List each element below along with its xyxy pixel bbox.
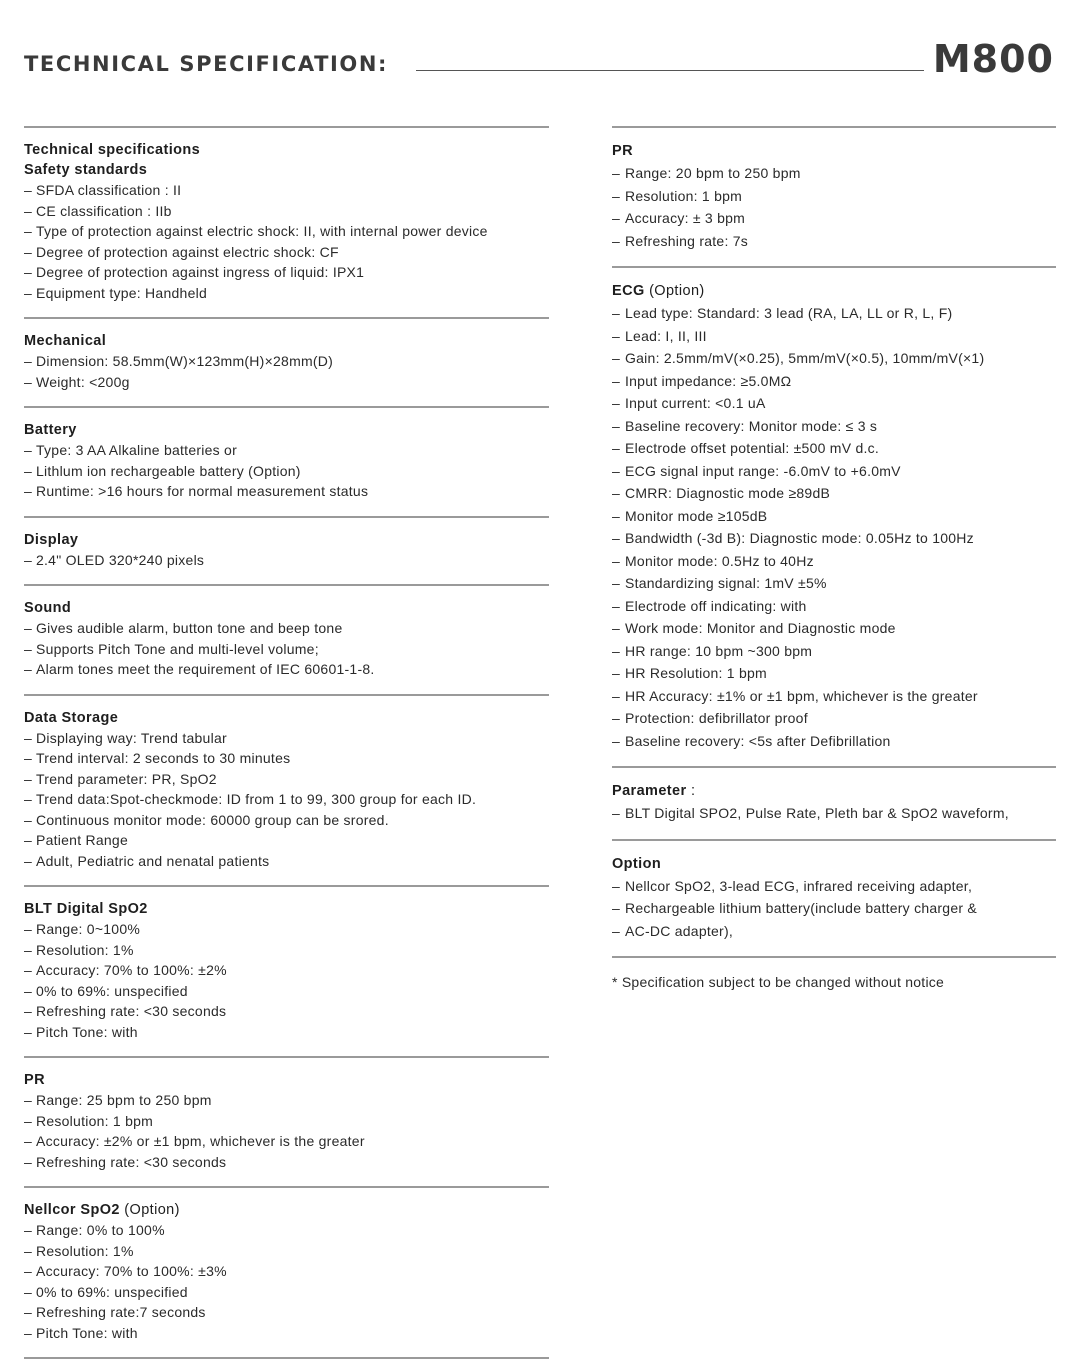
spec-section-technical-specifications <box>24 126 549 317</box>
spec-item: – Baseline recovery: <5s after Defibrillation <box>612 730 1056 753</box>
spec-item: – Supports Pitch Tone and multi-level volume; <box>24 639 549 660</box>
spec-item: – Refreshing rate: <30 seconds <box>24 1152 549 1173</box>
spec-item: – Accuracy: 70% to 100%: ±3% <box>24 1261 549 1282</box>
spec-item: – Electrode offset potential: ±500 mV d.c. <box>612 437 1056 460</box>
spec-item: – Runtime: >16 hours for normal measurement status <box>24 481 549 502</box>
spec-item: – Protection: defibrillator proof <box>612 707 1056 730</box>
spec-item: – Electrode off indicating: with <box>612 595 1056 618</box>
spec-list <box>24 728 549 872</box>
spec-item: – Input current: <0.1 uA <box>612 392 1056 415</box>
spec-item: – Alarm tones meet the requirement of IEC 60601-1-8. <box>24 659 549 680</box>
spec-section-data-storage <box>24 694 549 886</box>
spec-list <box>24 919 549 1042</box>
spec-item: – 2.4" OLED 320*240 pixels <box>24 550 549 571</box>
spec-item: – Patient Range <box>24 830 549 851</box>
section-title <box>24 420 549 440</box>
spec-list <box>612 162 1056 252</box>
spec-item: – Standardizing signal: 1mV ±5% <box>612 572 1056 595</box>
spec-item: – Lithlum ion rechargeable battery (Option) <box>24 461 549 482</box>
spec-section-ecg <box>612 266 1056 766</box>
spec-section-battery <box>24 406 549 516</box>
section-title <box>612 780 1056 802</box>
spec-item: – Nellcor SpO2, 3-lead ECG, infrared receiving adapter, <box>612 875 1056 898</box>
spec-list <box>612 875 1056 943</box>
spec-section-option <box>612 839 1056 959</box>
page-title: TECHNICAL SPECIFICATION: <box>24 52 389 76</box>
spec-item: – Resolution: 1 bpm <box>24 1111 549 1132</box>
spec-list <box>24 1090 549 1172</box>
section-title-text: Data Storage <box>24 709 119 726</box>
spec-item: – Accuracy: ± 3 bpm <box>612 207 1056 230</box>
spec-item: – HR Resolution: 1 bpm <box>612 662 1056 685</box>
spec-section-display <box>24 516 549 585</box>
spec-section-sound <box>24 584 549 694</box>
section-title <box>24 708 549 728</box>
spec-item: – Type: 3 AA Alkaline batteries or <box>24 440 549 461</box>
spec-item: – Dimension: 58.5mm(W)×123mm(H)×28mm(D) <box>24 351 549 372</box>
spec-item: – Range: 0% to 100% <box>24 1220 549 1241</box>
spec-item: – 0% to 69%: unspecified <box>24 981 549 1002</box>
spec-item: – SFDA classification : II <box>24 180 549 201</box>
spec-item: – Pitch Tone: with <box>24 1022 549 1043</box>
header-divider <box>416 70 924 71</box>
spec-item: – Adult, Pediatric and nenatal patients <box>24 851 549 872</box>
spec-item: – Monitor mode ≥105dB <box>612 505 1056 528</box>
spec-item: – Accuracy: 70% to 100%: ±2% <box>24 960 549 981</box>
section-title-text: BLT Digital SpO2 <box>24 901 148 917</box>
spec-item: – Trend interval: 2 seconds to 30 minutes <box>24 748 549 769</box>
spec-item: – Baseline recovery: Monitor mode: ≤ 3 s <box>612 415 1056 438</box>
section-title-text: Parameter <box>612 783 687 799</box>
spec-section-pr <box>24 1056 549 1186</box>
right-column <box>612 126 1056 1006</box>
section-subtitle: Safety standards <box>24 162 148 178</box>
section-title <box>24 598 549 618</box>
spec-item: – HR range: 10 bpm ~300 bpm <box>612 640 1056 663</box>
section-title <box>24 1070 549 1090</box>
spec-item: – Refreshing rate: 7s <box>612 230 1056 253</box>
section-title <box>612 140 1056 162</box>
section-title <box>612 853 1056 875</box>
spec-item: – Gives audible alarm, button tone and beep tone <box>24 618 549 639</box>
spec-list <box>24 618 549 680</box>
spec-item: – Refreshing rate: <30 seconds <box>24 1001 549 1022</box>
spec-item: – Degree of protection against ingress of liquid: IPX1 <box>24 262 549 283</box>
spec-list <box>612 802 1056 825</box>
spec-section-parameter <box>612 766 1056 839</box>
spec-item: – Displaying way: Trend tabular <box>24 728 549 749</box>
spec-item: – Bandwidth (-3d B): Diagnostic mode: 0.05Hz to 100Hz <box>612 527 1056 550</box>
spec-item: – ECG signal input range: -6.0mV to +6.0mV <box>612 460 1056 483</box>
spec-item: – Continuous monitor mode: 60000 group can be srored. <box>24 810 549 831</box>
section-title <box>24 1200 549 1220</box>
spec-section-nellcor-spo2 <box>24 1186 549 1359</box>
spec-item: – Weight: <200g <box>24 372 549 393</box>
spec-item: – BLT Digital SPO2, Pulse Rate, Pleth bar & SpO2 waveform, <box>612 802 1056 825</box>
section-title-text: Nellcor SpO2 <box>24 1202 120 1218</box>
section-title <box>24 331 549 351</box>
spec-item: – Range: 0~100% <box>24 919 549 940</box>
section-title-text: Battery <box>24 422 77 438</box>
section-title-suffix: : <box>690 783 696 799</box>
section-title-text: ECG <box>612 283 645 299</box>
spec-item: – Pitch Tone: with <box>24 1323 549 1344</box>
spec-item: – HR Accuracy: ±1% or ±1 bpm, whichever is the greater <box>612 685 1056 708</box>
spec-item: – Lead type: Standard: 3 lead (RA, LA, LL or R, L, F) <box>612 302 1056 325</box>
spec-section-blt-digital-spo2 <box>24 885 549 1056</box>
section-title-text: Display <box>24 531 79 548</box>
spec-list <box>24 1220 549 1343</box>
spec-item: – Work mode: Monitor and Diagnostic mode <box>612 617 1056 640</box>
section-title-text: Mechanical <box>24 333 107 349</box>
spec-item: – Monitor mode: 0.5Hz to 40Hz <box>612 550 1056 573</box>
spec-item: – Trend parameter: PR, SpO2 <box>24 769 549 790</box>
section-title-suffix: (Option) <box>124 1202 180 1218</box>
section-title-text: Option <box>612 855 662 872</box>
spec-item: – Range: 25 bpm to 250 bpm <box>24 1090 549 1111</box>
spec-item: – Resolution: 1% <box>24 940 549 961</box>
section-title-text: Technical specifications <box>24 142 201 158</box>
section-title-text: PR <box>24 1072 45 1088</box>
section-title <box>24 899 549 919</box>
footnote-section <box>612 958 1056 1006</box>
section-title-text: PR <box>612 143 633 159</box>
section-title <box>612 280 1056 302</box>
section-title-suffix: (Option) <box>649 283 705 299</box>
spec-item: – AC-DC adapter), <box>612 920 1056 943</box>
model-name: M800 <box>932 37 1054 81</box>
footnote: * Specification subject to be changed without notice <box>612 974 945 990</box>
spec-item: – CE classification : IIb <box>24 201 549 222</box>
spec-item: – Refreshing rate:7 seconds <box>24 1302 549 1323</box>
spec-item: – CMRR: Diagnostic mode ≥89dB <box>612 482 1056 505</box>
spec-item: – Type of protection against electric shock: II, with internal power device <box>24 221 549 242</box>
section-title <box>24 530 549 550</box>
spec-item: – Input impedance: ≥5.0MΩ <box>612 370 1056 393</box>
section-title-text: Sound <box>24 600 72 616</box>
left-column <box>24 126 549 1359</box>
spec-list <box>24 550 549 571</box>
spec-list <box>24 440 549 502</box>
spec-section-mechanical <box>24 317 549 406</box>
spec-list <box>24 351 549 392</box>
spec-item: – Gain: 2.5mm/mV(×0.25), 5mm/mV(×0.5), 10mm/mV(×1) <box>612 347 1056 370</box>
page-header <box>24 36 1054 82</box>
spec-item: – Equipment type: Handheld <box>24 283 549 304</box>
spec-section-pr <box>612 126 1056 266</box>
spec-item: – Lead: I, II, III <box>612 325 1056 348</box>
spec-item: – Trend data:Spot-checkmode: ID from 1 to 99, 300 group for each ID. <box>24 789 549 810</box>
spec-item: – Resolution: 1 bpm <box>612 185 1056 208</box>
section-title <box>24 140 549 160</box>
spec-list <box>612 302 1056 752</box>
spec-item: – Rechargeable lithium battery(include battery charger & <box>612 897 1056 920</box>
spec-item: – Resolution: 1% <box>24 1241 549 1262</box>
spec-list <box>24 180 549 303</box>
spec-item: – 0% to 69%: unspecified <box>24 1282 549 1303</box>
spec-item: – Degree of protection against electric shock: CF <box>24 242 549 263</box>
spec-item: – Range: 20 bpm to 250 bpm <box>612 162 1056 185</box>
spec-item: – Accuracy: ±2% or ±1 bpm, whichever is the greater <box>24 1131 549 1152</box>
